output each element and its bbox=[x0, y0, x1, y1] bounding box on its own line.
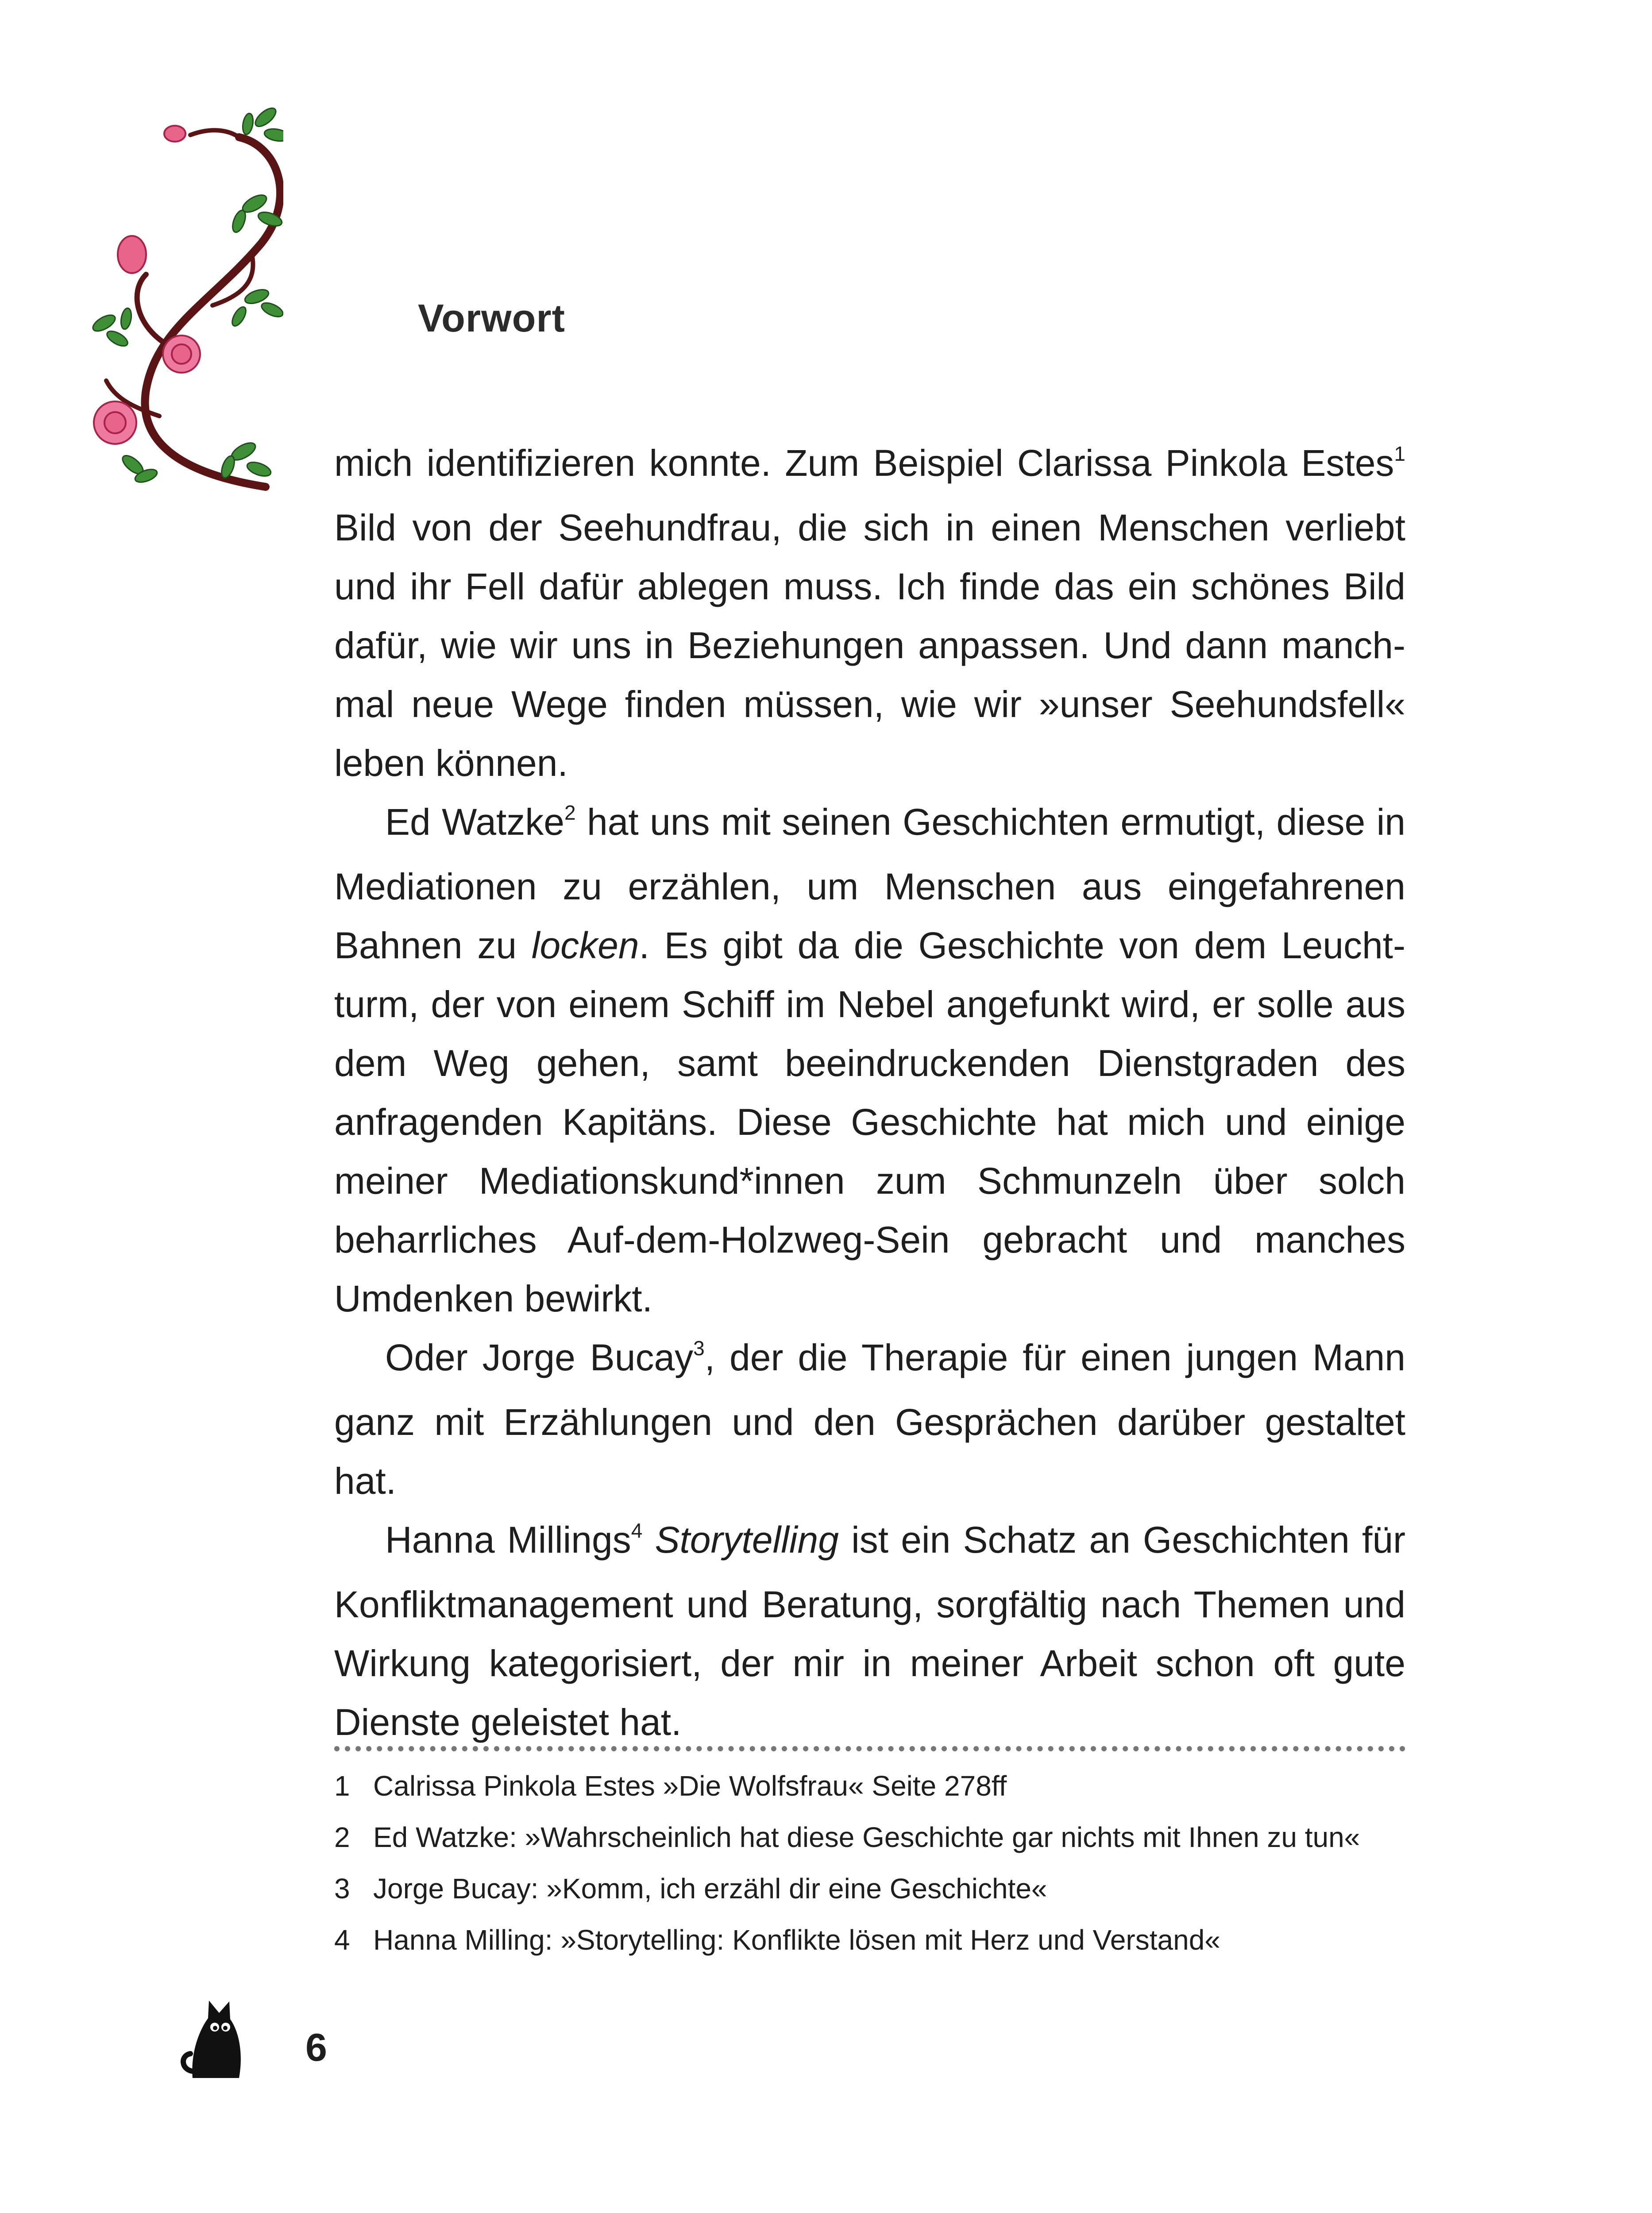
footnote-number: 2 bbox=[334, 1821, 350, 1853]
paragraph-text: hat uns mit seinen Geschichten ermutigt, diese in Mediationen zu erzählen, um Menschen aus eingefahrenen Bahnen zu bbox=[334, 801, 1405, 966]
footnote-number: 1 bbox=[334, 1770, 350, 1802]
page-title: Vorwort bbox=[418, 296, 565, 340]
paragraph-text: Bild von der Seehundfrau, die sich in einen Menschen verliebt und ihr Fell dafür ablegen muss. Ich finde das ein schönes Bild dafür, wie wir uns in Beziehungen anpassen. Und dann manchmal neue Wege finden müssen, wie wir »unser Seehundsfell« leben können. bbox=[334, 507, 1405, 784]
page-number: 6 bbox=[305, 2025, 327, 2069]
black-cat-icon bbox=[177, 1996, 255, 2085]
footnote-text: Calrissa Pinkola Estes »Die Wolfsfrau« Seite 278ff bbox=[373, 1770, 1007, 1802]
footnote-ref: 3 bbox=[693, 1337, 705, 1360]
paragraph bbox=[334, 1328, 1405, 1511]
footnote-number: 4 bbox=[334, 1924, 350, 1956]
footnote-ref: 4 bbox=[631, 1519, 643, 1542]
emphasis-text: locken bbox=[531, 925, 639, 966]
paragraph-text: Ed Watzke bbox=[385, 801, 565, 843]
footnote-ref: 2 bbox=[564, 801, 576, 824]
paragraph bbox=[334, 1511, 1405, 1752]
paragraph-text: , der die Therapie für einen jungen Mann ganz mit Erzählungen und den Gesprächen darüber gestaltet hat. bbox=[334, 1337, 1405, 1502]
paragraph-text: . Es gibt da die Geschichte von dem Leuchtturm, der von einem Schiff im Nebel angefunkt wird, er solle aus dem Weg gehen, samt beeindruckenden Dienstgraden des anfragenden Kapitäns. Diese Geschichte hat mich und einige meiner Mediationskund*innen zum Schmunzeln über solch beharrliches Auf-dem-Holzweg-Sein gebracht und manches Umdenken bewirkt. bbox=[334, 925, 1405, 1319]
paragraph bbox=[334, 793, 1405, 1328]
paragraph-text: ist ein Schatz an Geschichten für Konfliktmanagement und Beratung, sorgfältig nach Themen und Wirkung kategorisiert, der mir in meiner Arbeit schon oft gute Dienste geleistet hat. bbox=[334, 1519, 1405, 1743]
footnote bbox=[334, 1817, 1405, 1857]
paragraph-text: mich identifizieren konnte. Zum Beispiel Clarissa Pinkola Estes bbox=[334, 442, 1394, 484]
footnote-text: Hanna Milling: »Storytelling: Konflikte lösen mit Herz und Verstand« bbox=[373, 1924, 1220, 1956]
rose-vine-ornament bbox=[80, 97, 283, 505]
footnote bbox=[334, 1869, 1405, 1908]
paragraph-text: Oder Jorge Bucay bbox=[385, 1337, 694, 1378]
body-text bbox=[334, 434, 1405, 1752]
paragraph-text: Hanna Millings bbox=[385, 1519, 631, 1561]
footnote-ref: 1 bbox=[1394, 442, 1405, 465]
emphasis-text: Storytelling bbox=[655, 1519, 839, 1561]
paragraph bbox=[334, 434, 1405, 793]
footnotes bbox=[334, 1766, 1405, 1971]
footnote-number: 3 bbox=[334, 1873, 350, 1905]
footnote-text: Jorge Bucay: »Komm, ich erzähl dir eine Geschichte« bbox=[373, 1873, 1047, 1905]
footnote-text: Ed Watzke: »Wahrscheinlich hat diese Geschichte gar nichts mit Ihnen zu tun« bbox=[373, 1821, 1360, 1853]
footnote bbox=[334, 1766, 1405, 1806]
footnote-separator bbox=[334, 1746, 1405, 1751]
footnote bbox=[334, 1920, 1405, 1960]
